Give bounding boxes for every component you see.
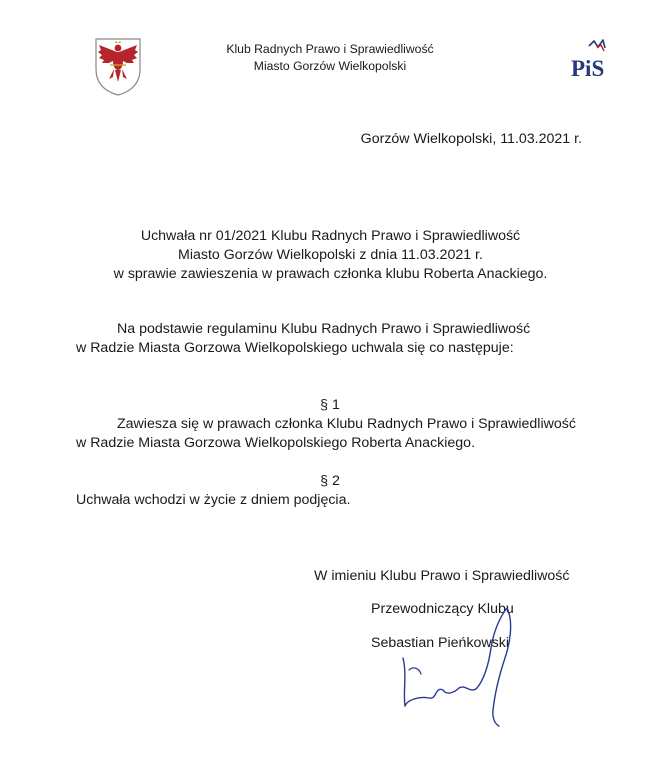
closing-signatory-name: Sebastian Pieńkowski [371,635,510,651]
city-coat-of-arms-icon [90,35,146,97]
section-1-line-2: w Radzie Miasta Gorzowa Wielkopolskiego Roberta Anackiego. [76,435,476,451]
handwritten-signature-icon [385,600,525,730]
section-1-line-1: Zawiesza się w prawach członka Klubu Radnych Prawo i Sprawiedliwość [117,416,576,432]
resolution-title-line-1: Uchwała nr 01/2021 Klubu Radnych Prawo i Sprawiedliwość [140,228,521,244]
document-date: Gorzów Wielkopolski, 11.03.2021 r. [360,131,582,147]
section-2-line-1: Uchwała wchodzi w życie z dniem podjęcia. [76,492,351,508]
resolution-title-line-3: w sprawie zawieszenia w prawach członka klubu Roberta Anackiego. [113,266,548,282]
intro-line-2: w Radzie Miasta Gorzowa Wielkopolskiego uchwala się co następuje: [76,340,514,356]
section-1-heading: § 1 [320,397,340,413]
intro-line-1: Na podstawie regulaminu Klubu Radnych Prawo i Sprawiedliwość [117,321,531,337]
section-2-heading: § 2 [320,473,340,489]
header-city-name: Miasto Gorzów Wielkopolski [253,59,407,73]
closing-role: Przewodniczący Klubu [371,601,514,617]
closing-on-behalf: W imieniu Klubu Prawo i Sprawiedliwość [314,568,570,584]
resolution-title-line-2: Miasto Gorzów Wielkopolski z dnia 11.03.2021 r. [178,247,483,263]
party-logo-icon [565,38,619,82]
header-club-name: Klub Radnych Prawo i Sprawiedliwość [226,42,434,56]
party-logo-text: PiS [571,56,605,81]
